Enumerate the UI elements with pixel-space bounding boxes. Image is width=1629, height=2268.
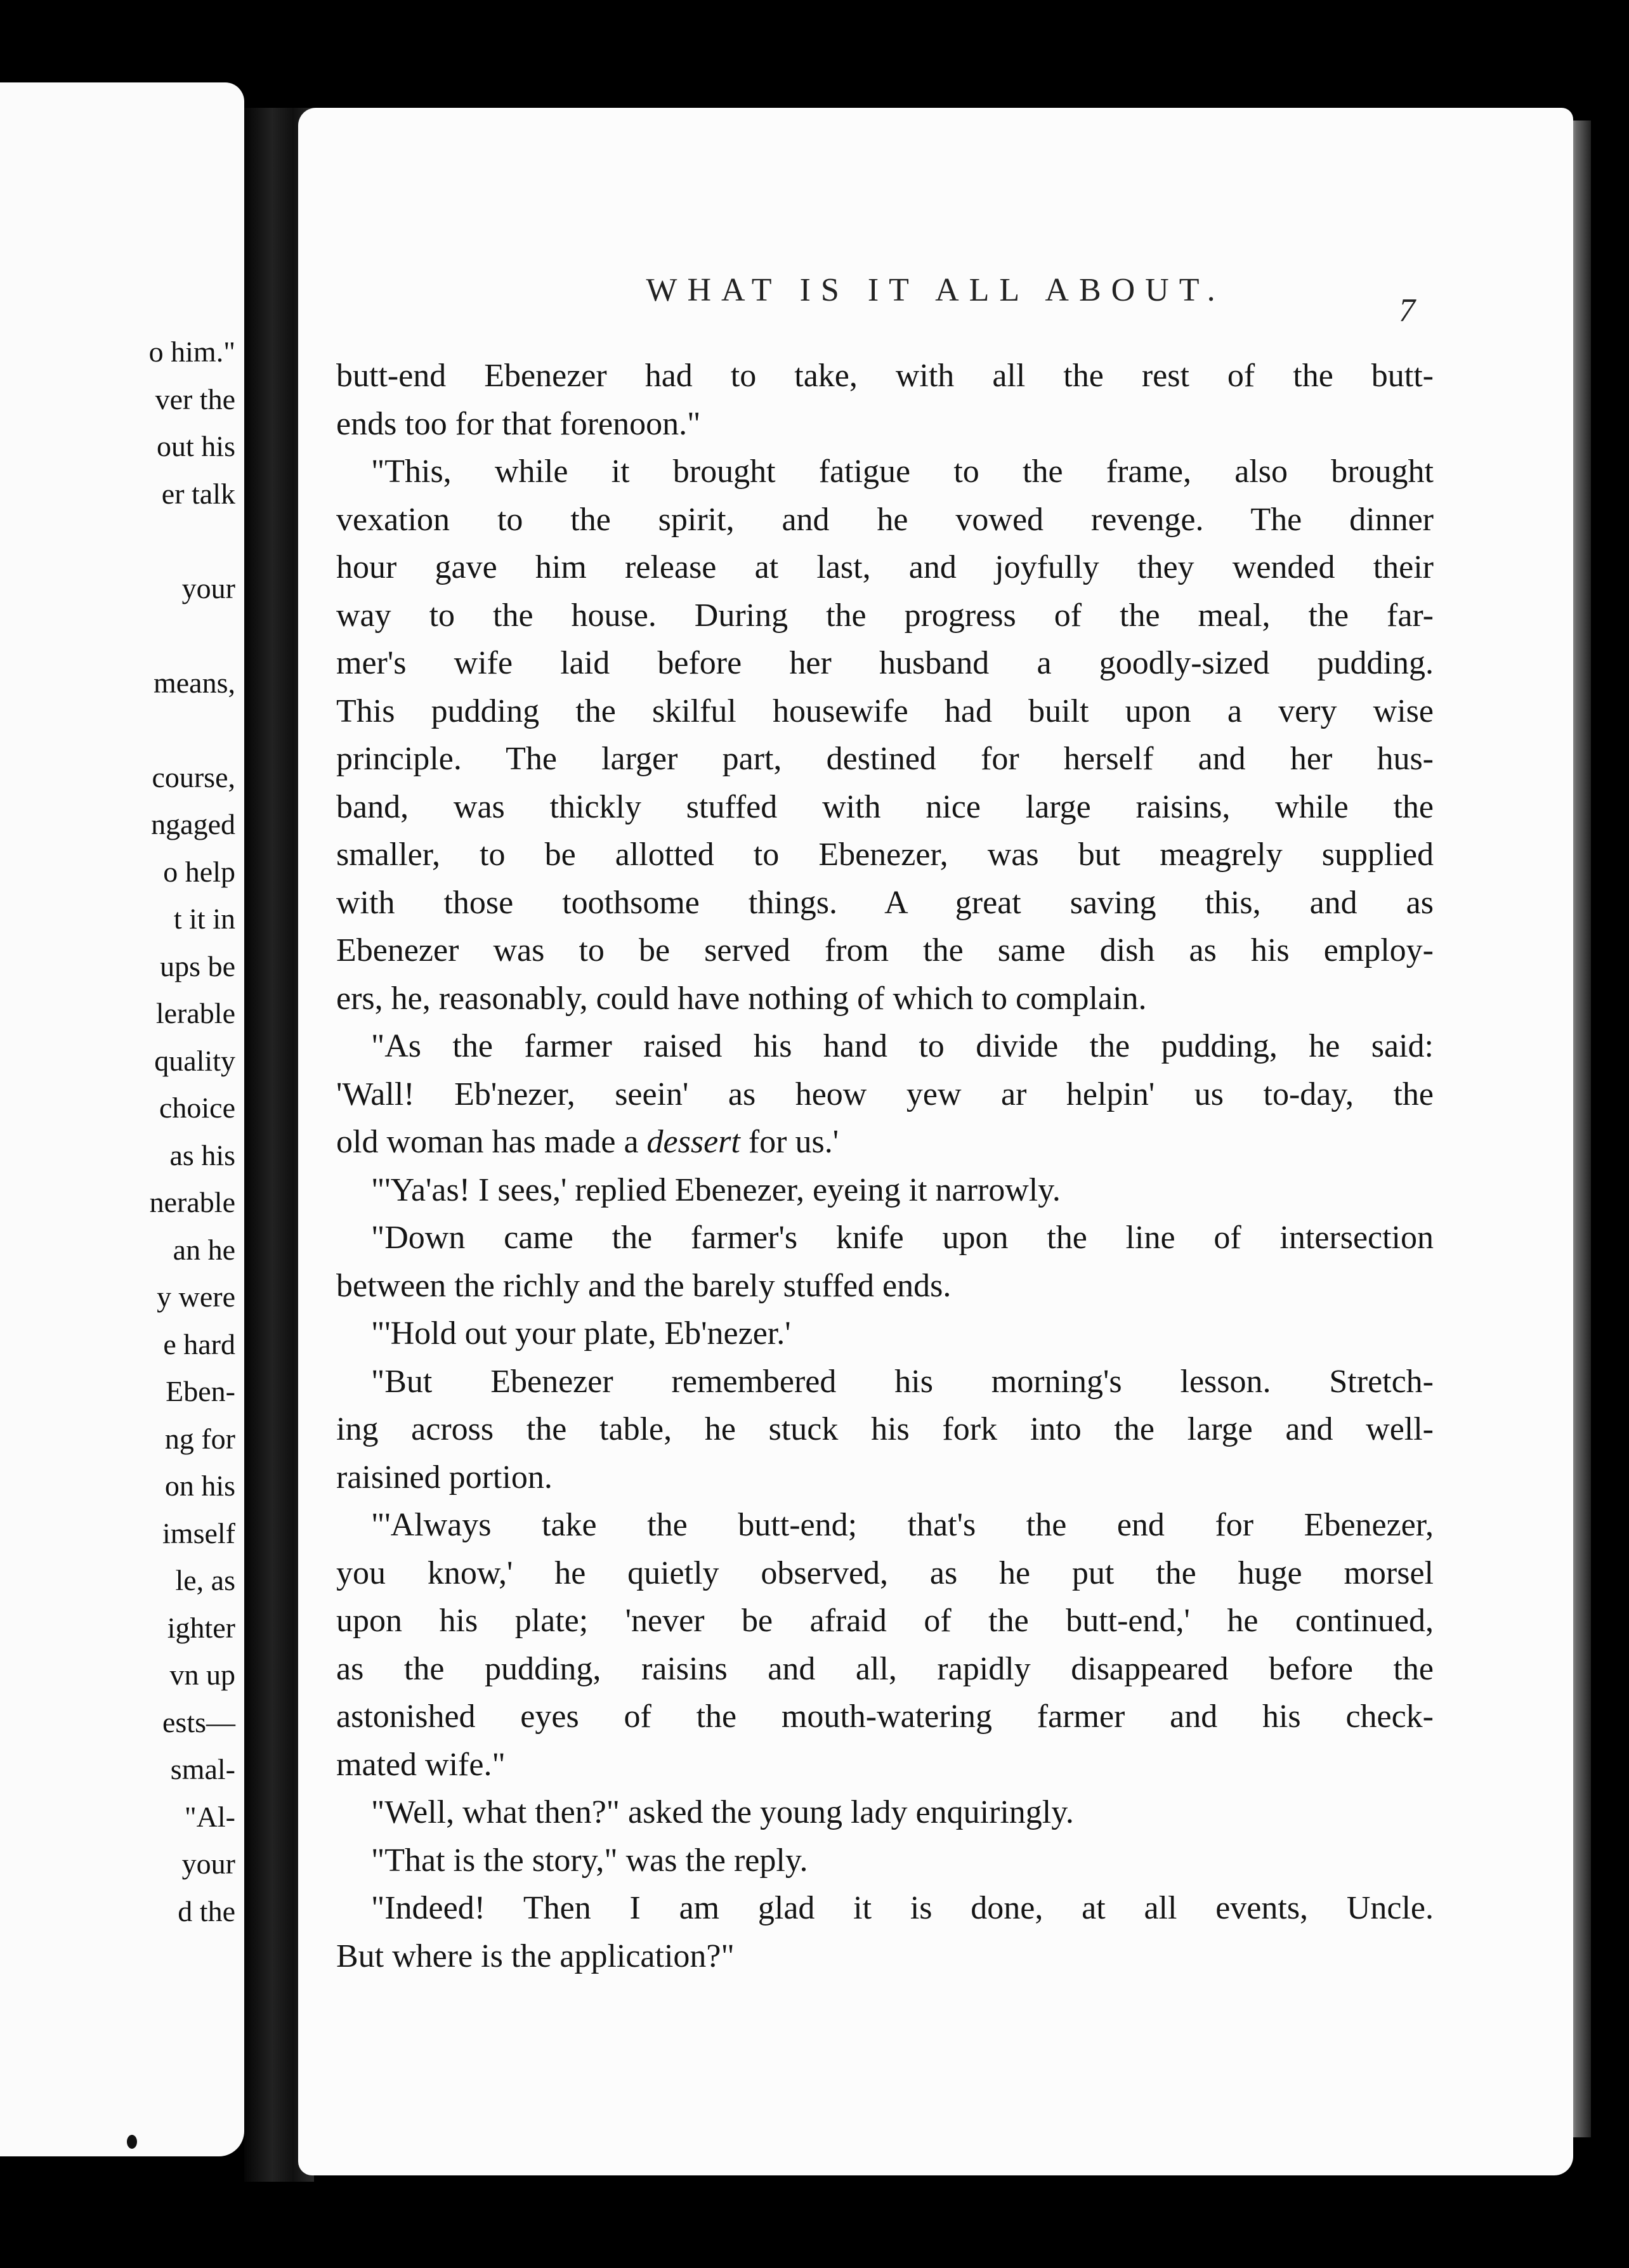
text-line: "Indeed! Then I am glad it is done, at all events, Uncle. bbox=[371, 1890, 1434, 1926]
paragraph bbox=[336, 448, 1434, 1022]
left-page-line: t it in bbox=[173, 903, 235, 935]
paragraph bbox=[336, 1358, 1434, 1502]
text-line: ing across the table, he stuck his fork into the large and well- bbox=[336, 1411, 1434, 1447]
right-page bbox=[298, 108, 1573, 2175]
left-page-line: course, bbox=[152, 760, 235, 793]
left-page-line: means, bbox=[153, 666, 235, 699]
text-line: band, was thickly stuffed with nice large raisins, while the bbox=[336, 788, 1434, 825]
page-number: 7 bbox=[1399, 292, 1415, 329]
ink-spot bbox=[127, 2135, 137, 2149]
left-page-line: choice bbox=[159, 1092, 235, 1124]
emphasis: dessert bbox=[646, 1124, 740, 1160]
text-line: ends too for that forenoon." bbox=[336, 405, 701, 442]
text-line: "'Always take the butt-end; that's the end for Ebenezer, bbox=[371, 1507, 1434, 1543]
text-line: Ebenezer was to be served from the same dish as his employ- bbox=[336, 932, 1434, 968]
left-page-line: d the bbox=[178, 1894, 235, 1927]
text-line: butt-end Ebenezer had to take, with all the rest of the butt- bbox=[336, 358, 1434, 394]
left-page-line: ver the bbox=[155, 382, 235, 415]
text-line: ers, he, reasonably, could have nothing of which to complain. bbox=[336, 980, 1147, 1017]
left-page-line: your bbox=[181, 571, 235, 604]
left-page-line bbox=[149, 707, 235, 754]
left-page-line: le, as bbox=[175, 1564, 235, 1596]
text-line: "'Ya'as! I sees,' replied Ebenezer, eyeing it narrowly. bbox=[371, 1171, 1061, 1208]
left-page-line: ups be bbox=[160, 949, 235, 982]
text-line: you know,' he quietly observed, as he put the huge morsel bbox=[336, 1554, 1434, 1591]
paragraph bbox=[336, 1884, 1434, 1980]
left-page-line: on his bbox=[164, 1470, 235, 1502]
paragraph bbox=[336, 1214, 1434, 1310]
text-line: principle. The larger part, destined for herself and her hus- bbox=[336, 741, 1434, 777]
left-page-line: ests— bbox=[162, 1705, 235, 1738]
left-page-line: o help bbox=[163, 855, 235, 888]
text-line: "Well, what then?" asked the young lady enquiringly. bbox=[371, 1794, 1074, 1830]
text-line: hour gave him release at last, and joyfully they wended their bbox=[336, 549, 1434, 585]
text-line: as the pudding, raisins and all, rapidly disappeared before the bbox=[336, 1650, 1434, 1687]
text-line: "Down came the farmer's knife upon the line of intersection bbox=[371, 1220, 1434, 1256]
running-head: WHAT IS IT ALL ABOUT. bbox=[646, 272, 1226, 308]
paragraph bbox=[336, 1310, 1434, 1358]
text-line: vexation to the spirit, and he vowed revenge. The dinner bbox=[336, 501, 1434, 538]
text-line: "This, while it brought fatigue to the frame, also brought bbox=[371, 453, 1434, 490]
left-page bbox=[0, 82, 244, 2156]
left-page-line: imself bbox=[162, 1516, 235, 1549]
left-page-line: quality bbox=[154, 1044, 235, 1077]
left-page-line: ngaged bbox=[151, 808, 235, 840]
left-page-line: er talk bbox=[161, 477, 235, 510]
text-line: mer's wife laid before her husband a goodly-sized pudding. bbox=[336, 645, 1434, 681]
text-line: This pudding the skilful housewife had built upon a very wise bbox=[336, 693, 1434, 729]
paragraph bbox=[336, 1166, 1434, 1215]
left-page-line: ng for bbox=[164, 1422, 235, 1455]
paragraph bbox=[336, 1501, 1434, 1789]
text-line: raisined portion. bbox=[336, 1459, 553, 1496]
text-line: 'Wall! Eb'nezer, seein' as heow yew ar helpin' us to-day, the bbox=[336, 1076, 1434, 1112]
left-page-line: out his bbox=[157, 430, 235, 462]
text-line: mated wife." bbox=[336, 1746, 506, 1783]
text-line: astonished eyes of the mouth-watering farmer and his check- bbox=[336, 1698, 1434, 1735]
text-line: old woman has made a dessert for us.' bbox=[336, 1124, 839, 1160]
left-page-line: smal- bbox=[170, 1753, 235, 1785]
left-page-line: nerable bbox=[149, 1186, 235, 1218]
text-line: way to the house. During the progress of the meal, the far- bbox=[336, 597, 1434, 634]
text-line: with those toothsome things. A great saving this, and as bbox=[336, 884, 1434, 921]
left-page-text bbox=[149, 329, 235, 1935]
left-page-line: your bbox=[181, 1848, 235, 1880]
left-page-line: y were bbox=[157, 1281, 235, 1313]
text-line: But where is the application?" bbox=[336, 1938, 735, 1974]
left-page-line bbox=[149, 518, 235, 565]
left-page-line: ighter bbox=[167, 1611, 235, 1644]
text-line: smaller, to be allotted to Ebenezer, was but meagrely supplied bbox=[336, 837, 1434, 873]
text-line: "That is the story," was the reply. bbox=[371, 1842, 808, 1879]
paragraph bbox=[336, 1837, 1434, 1885]
left-page-line: lerable bbox=[155, 997, 235, 1029]
text-line: "But Ebenezer remembered his morning's lesson. Stretch- bbox=[371, 1363, 1434, 1400]
paragraph bbox=[336, 1789, 1434, 1837]
left-page-line: e hard bbox=[163, 1327, 235, 1360]
text-line: upon his plate; 'never be afraid of the butt-end,' he continued, bbox=[336, 1603, 1434, 1639]
left-page-line: as his bbox=[169, 1138, 235, 1171]
left-page-line: vn up bbox=[169, 1659, 235, 1691]
paragraph bbox=[336, 1022, 1434, 1166]
text-line: between the richly and the barely stuffed ends. bbox=[336, 1267, 952, 1304]
left-page-line bbox=[149, 612, 235, 660]
left-page-line: an he bbox=[173, 1233, 235, 1266]
paragraph bbox=[336, 352, 1434, 448]
left-page-line: Eben- bbox=[166, 1375, 235, 1407]
page-body-text bbox=[336, 352, 1434, 1980]
left-page-line: o him." bbox=[148, 336, 235, 368]
text-line: "As the farmer raised his hand to divide the pudding, he said: bbox=[371, 1028, 1434, 1064]
left-page-line: "Al- bbox=[184, 1800, 235, 1833]
text-line: "'Hold out your plate, Eb'nezer.' bbox=[371, 1315, 791, 1352]
